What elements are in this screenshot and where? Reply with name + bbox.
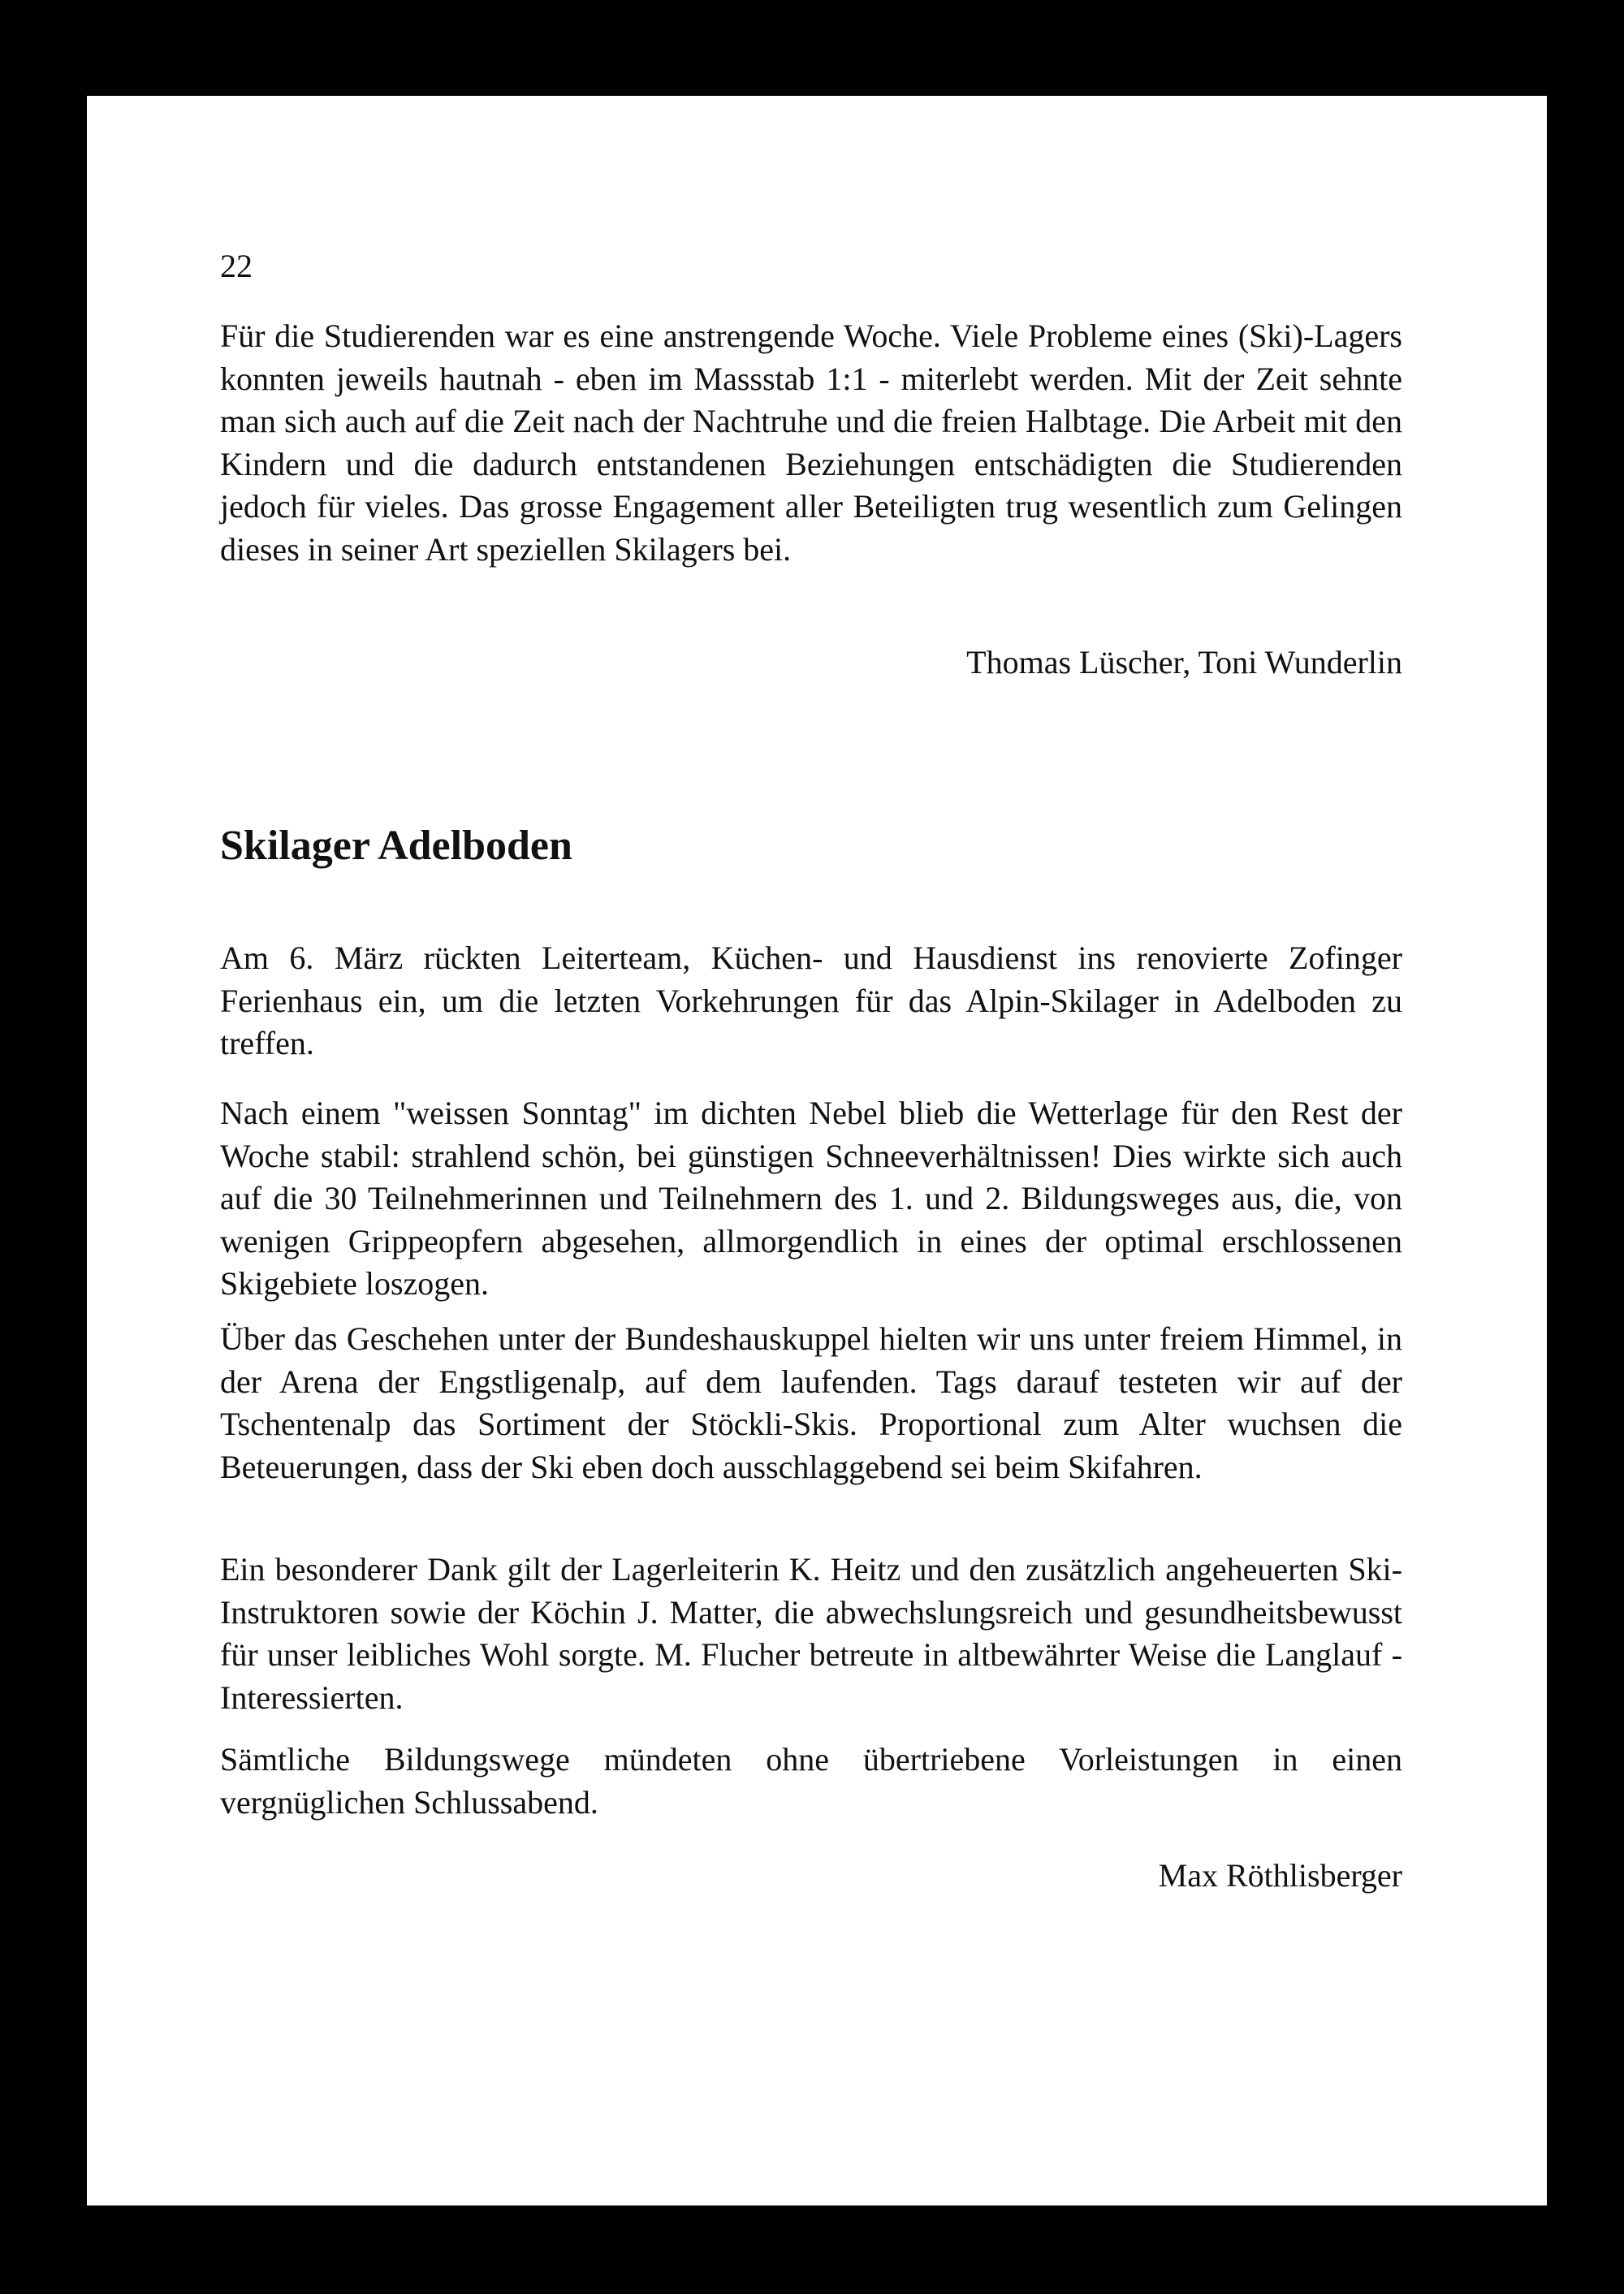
document-page — [87, 96, 1547, 2205]
article-paragraph-2: Nach einem "weissen Sonntag" im dichten Nebel blieb die Wetterlage für den Rest der Woche stabil: strahlend schön, bei günstigen Schneeverhältnissen! Dies wirkte sich auch auf die 30 Teilnehmerinnen und Teilnehmern des 1. und 2. Bildungsweges aus, die, von wenigen Grippeopfern abgesehen, allmorgendlich in eines der optimal erschlossenen Skigebiete loszogen. — [220, 1095, 1402, 1303]
article-signature: Max Röthlisberger — [1158, 1857, 1402, 1894]
article-paragraph-4: Ein besonderer Dank gilt der Lagerleiterin K. Heitz und den zusätzlich angeheuerten Ski-Instruktoren sowie der Köchin J. Matter, die abwechslungsreich und gesundheitsbewusst für unser leibliches Wohl sorgte. M. Flucher betreute in altbewährter Weise die Langlauf -Interessierten. — [220, 1551, 1402, 1716]
article-paragraph-3: Über das Geschehen unter der Bundeshauskuppel hielten wir uns unter freiem Himmel, in der Arena der Engstligenalp, auf dem laufenden. Tags darauf testeten wir auf der Tschentenalp das Sortiment der Stöckli-Skis. Proportional zum Alter wuchsen die Beteuerungen, dass der Ski eben doch ausschlaggebend sei beim Skifahren. — [220, 1320, 1402, 1485]
section-title: Skilager Adelboden — [220, 823, 572, 869]
page-number: 22 — [220, 248, 253, 284]
article-paragraph-1: Am 6. März rückten Leiterteam, Küchen- und Hausdienst ins renovierte Zofinger Ferienhaus ein, um die letzten Vorkehrungen für das Alpin-Skilager in Adelboden zu treffen. — [220, 940, 1402, 1062]
intro-paragraph: Für die Studierenden war es eine anstrengende Woche. Viele Probleme eines (Ski)-Lagers konnten jeweils hautnah - eben im Massstab 1:1 - miterlebt werden. Mit der Zeit sehnte man sich auch auf die Zeit nach der Nachtruhe und die freien Halbtage. Die Arbeit mit den Kindern und die dadurch entstandenen Beziehungen entschädigten die Studierenden jedoch für vieles. Das grosse Engagement aller Beteiligten trug wesentlich zum Gelingen dieses in seiner Art speziellen Skilagers bei. — [220, 318, 1402, 568]
article-paragraph-5: Sämtliche Bildungswege mündeten ohne übertriebene Vorleistungen in einen vergnüglichen Schlussabend. — [220, 1741, 1402, 1821]
intro-signature: Thomas Lüscher, Toni Wunderlin — [966, 644, 1402, 680]
